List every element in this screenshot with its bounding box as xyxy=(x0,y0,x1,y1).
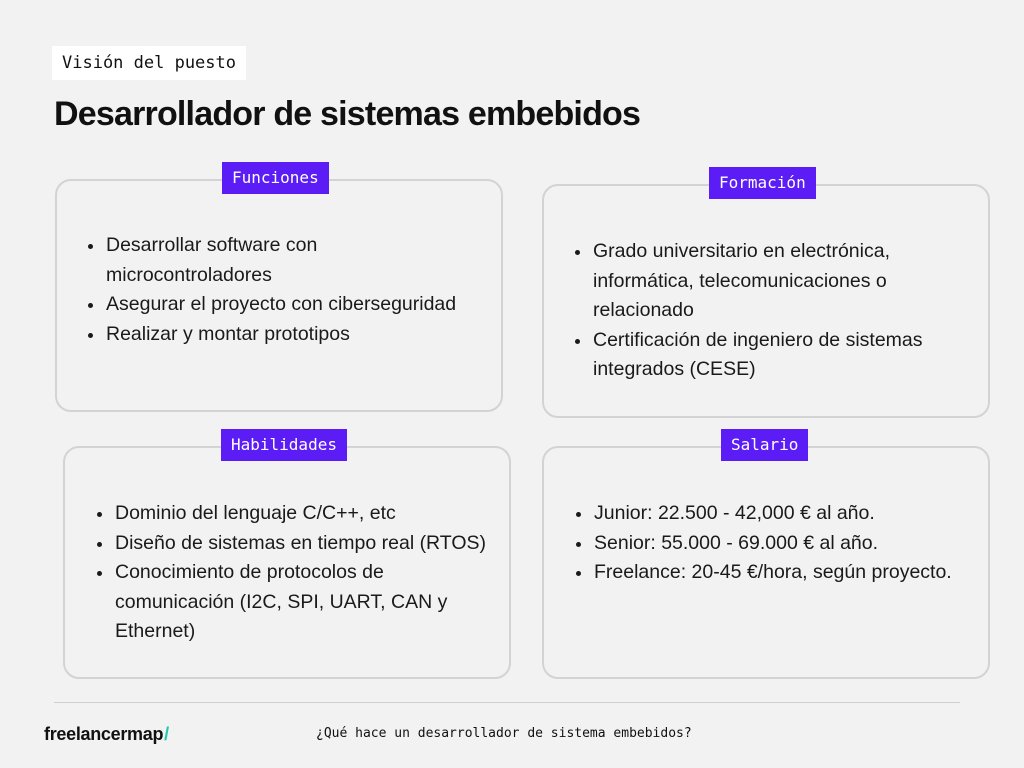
list-item: Realizar y montar prototipos xyxy=(88,320,468,350)
list-item: Freelance: 20-45 €/hora, según proyecto. xyxy=(576,558,971,588)
list-item: Desarrollar software con microcontroladores xyxy=(88,231,468,290)
list-item: Senior: 55.000 - 69.000 € al año. xyxy=(576,529,971,559)
list-item: Grado universitario en electrónica, informática, telecomunicaciones o relacionado xyxy=(575,237,970,326)
list-item: Dominio del lenguaje C/C++, etc xyxy=(97,499,492,529)
badge-habilidades: Habilidades xyxy=(221,429,347,461)
freelancermap-logo[interactable] xyxy=(44,722,169,746)
list-item: Certificación de ingeniero de sistemas integrados (CESE) xyxy=(575,326,970,385)
list-item: Conocimiento de protocolos de comunicación (I2C, SPI, UART, CAN y Ethernet) xyxy=(97,558,492,647)
section-tag: Visión del puesto xyxy=(52,46,246,80)
list-item: Diseño de sistemas en tiempo real (RTOS) xyxy=(97,529,492,559)
list-habilidades xyxy=(97,499,492,647)
logo-text: freelancermap xyxy=(44,724,164,744)
list-salario xyxy=(576,499,971,588)
logo-slash-icon: / xyxy=(164,724,169,744)
badge-formacion: Formación xyxy=(709,167,816,199)
footer-question: ¿Qué hace un desarrollador de sistema embebidos? xyxy=(316,726,692,741)
badge-funciones: Funciones xyxy=(222,162,329,194)
list-formacion xyxy=(575,237,970,385)
list-funciones xyxy=(88,231,468,349)
footer-divider xyxy=(54,702,960,703)
page-title: Desarrollador de sistemas embebidos xyxy=(54,95,641,133)
badge-salario: Salario xyxy=(721,429,808,461)
list-item: Asegurar el proyecto con ciberseguridad xyxy=(88,290,468,320)
list-item: Junior: 22.500 - 42,000 € al año. xyxy=(576,499,971,529)
